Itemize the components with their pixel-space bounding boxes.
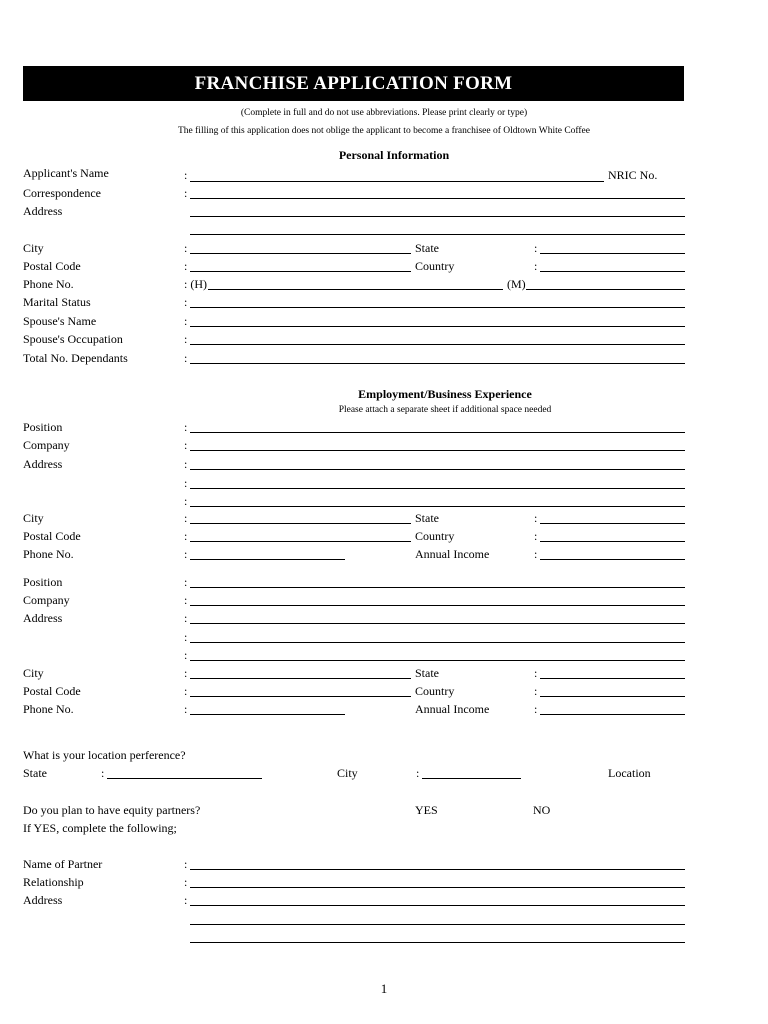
colon: :	[534, 259, 538, 273]
spouse-name-field[interactable]	[190, 326, 685, 327]
state-field[interactable]	[540, 523, 685, 524]
partner-address-line-3[interactable]	[190, 942, 685, 943]
colon: :	[534, 702, 538, 716]
colon: :	[184, 295, 188, 309]
company-label: Company	[23, 593, 70, 607]
address-line-2[interactable]	[190, 642, 685, 643]
address-line-3[interactable]	[190, 506, 685, 507]
title-bar	[23, 66, 684, 101]
address-line-1[interactable]	[190, 623, 685, 624]
colon: :	[184, 857, 188, 871]
colon: :	[184, 259, 188, 273]
correspondence-label: Correspondence	[23, 186, 101, 200]
partner-name-field[interactable]	[190, 869, 685, 870]
instructions: (Complete in full and do not use abbreviations. Please print clearly or type)	[240, 108, 528, 118]
colon: :	[534, 666, 538, 680]
marital-status-field[interactable]	[190, 307, 685, 308]
company-label: Company	[23, 438, 70, 452]
partner-address-line-1[interactable]	[190, 905, 685, 906]
colon: :	[184, 457, 188, 471]
mobile-phone-label: (M)	[507, 277, 526, 291]
colon: :	[184, 875, 188, 889]
spouse-occupation-field[interactable]	[190, 344, 685, 345]
location-city-field[interactable]	[422, 778, 521, 779]
postal-code-label: Postal Code	[23, 684, 81, 698]
colon: :	[184, 351, 188, 365]
if-yes-instruction: If YES, complete the following;	[23, 821, 177, 835]
home-phone-field[interactable]	[208, 289, 503, 290]
no-option[interactable]: NO	[533, 803, 551, 817]
partner-address-label: Address	[23, 893, 63, 907]
company-field[interactable]	[190, 450, 685, 451]
colon: :	[184, 666, 188, 680]
colon: :	[184, 611, 188, 625]
city-field[interactable]	[190, 678, 411, 679]
annual-income-label: Annual Income	[415, 702, 490, 716]
colon: :	[184, 314, 188, 328]
dependants-field[interactable]	[190, 363, 685, 364]
annual-income-label: Annual Income	[415, 547, 490, 561]
state-field[interactable]	[540, 678, 685, 679]
yes-option[interactable]: YES	[415, 803, 438, 817]
colon: :	[184, 241, 188, 255]
country-field[interactable]	[540, 696, 685, 697]
phone-field[interactable]	[190, 714, 345, 715]
address-line-1[interactable]	[190, 469, 685, 470]
address-line-2[interactable]	[190, 488, 685, 489]
colon: :	[184, 168, 188, 182]
colon: :	[184, 332, 188, 346]
employment-subheading: Please attach a separate sheet if additional space needed	[338, 405, 552, 415]
city-label: City	[23, 511, 44, 525]
colon: :	[534, 547, 538, 561]
city-label: City	[23, 241, 44, 255]
colon: :	[184, 511, 188, 525]
partner-name-label: Name of Partner	[23, 857, 103, 871]
colon: :	[534, 241, 538, 255]
colon: :	[184, 476, 188, 490]
location-state-field[interactable]	[107, 778, 262, 779]
location-city-label: City	[337, 766, 358, 780]
colon: :	[184, 420, 188, 434]
colon: :	[416, 766, 420, 780]
country-label: Country	[415, 529, 455, 543]
colon: :	[184, 547, 188, 561]
location-question: What is your location perference?	[23, 748, 186, 762]
mobile-phone-field[interactable]	[526, 289, 685, 290]
dependants-label: Total No. Dependants	[23, 351, 128, 365]
colon: :	[184, 186, 188, 200]
position-label: Position	[23, 420, 63, 434]
position-field[interactable]	[190, 587, 685, 588]
spouse-name-label: Spouse's Name	[23, 314, 97, 328]
colon: :	[184, 893, 188, 907]
postal-code-field[interactable]	[190, 271, 411, 272]
phone-field[interactable]	[190, 559, 345, 560]
colon: :	[184, 438, 188, 452]
country-label: Country	[415, 259, 455, 273]
marital-status-label: Marital Status	[23, 295, 91, 309]
postal-code-label: Postal Code	[23, 529, 81, 543]
colon: :	[184, 630, 188, 644]
colon: :	[184, 494, 188, 508]
nric-label: NRIC No.	[608, 168, 658, 182]
colon: :	[534, 529, 538, 543]
company-field[interactable]	[190, 605, 685, 606]
equity-question: Do you plan to have equity partners?	[23, 803, 201, 817]
address-label: Address	[23, 457, 63, 471]
employment-heading: Employment/Business Experience	[358, 387, 532, 401]
country-label: Country	[415, 684, 455, 698]
country-field[interactable]	[540, 541, 685, 542]
address-line-3[interactable]	[190, 234, 685, 235]
state-label: State	[415, 241, 439, 255]
city-label: City	[23, 666, 44, 680]
location-state-label: State	[23, 766, 47, 780]
city-field[interactable]	[190, 523, 411, 524]
relationship-field[interactable]	[190, 887, 685, 888]
colon: :	[184, 575, 188, 589]
address-label: Address	[23, 611, 63, 625]
applicant-name-label: Applicant's Name	[23, 166, 109, 180]
colon: :	[184, 529, 188, 543]
address-line-1[interactable]	[190, 198, 685, 199]
state-label: State	[415, 666, 439, 680]
position-field[interactable]	[190, 432, 685, 433]
country-field[interactable]	[540, 271, 685, 272]
phone-label: Phone No.	[23, 277, 74, 291]
address-label: Address	[23, 204, 63, 218]
phone-label: Phone No.	[23, 702, 74, 716]
state-field[interactable]	[540, 253, 685, 254]
disclaimer: The filling of this application does not oblige the applicant to become a franchisee of Oldtown White Coffee	[178, 126, 590, 136]
annual-income-field[interactable]	[540, 559, 685, 560]
relationship-label: Relationship	[23, 875, 84, 889]
address-line-3[interactable]	[190, 660, 685, 661]
phone-label: Phone No.	[23, 547, 74, 561]
address-line-2[interactable]	[190, 216, 685, 217]
postal-code-field[interactable]	[190, 696, 411, 697]
state-label: State	[415, 511, 439, 525]
colon: :	[101, 766, 105, 780]
applicant-name-field[interactable]	[190, 181, 604, 182]
spouse-occupation-label: Spouse's Occupation	[23, 332, 123, 346]
colon: :	[184, 593, 188, 607]
colon: :	[534, 684, 538, 698]
colon: :	[534, 511, 538, 525]
city-field[interactable]	[190, 253, 411, 254]
position-label: Position	[23, 575, 63, 589]
annual-income-field[interactable]	[540, 714, 685, 715]
partner-address-line-2[interactable]	[190, 924, 685, 925]
form-title: FRANCHISE APPLICATION FORM	[194, 73, 513, 94]
colon: :	[184, 648, 188, 662]
colon: :	[184, 684, 188, 698]
personal-info-heading: Personal Information	[338, 148, 450, 162]
colon: :	[184, 702, 188, 716]
postal-code-label: Postal Code	[23, 259, 81, 273]
page-number: 1	[380, 981, 388, 996]
location-label: Location	[608, 766, 651, 780]
postal-code-field[interactable]	[190, 541, 411, 542]
home-phone-label: : (H)	[184, 277, 207, 291]
